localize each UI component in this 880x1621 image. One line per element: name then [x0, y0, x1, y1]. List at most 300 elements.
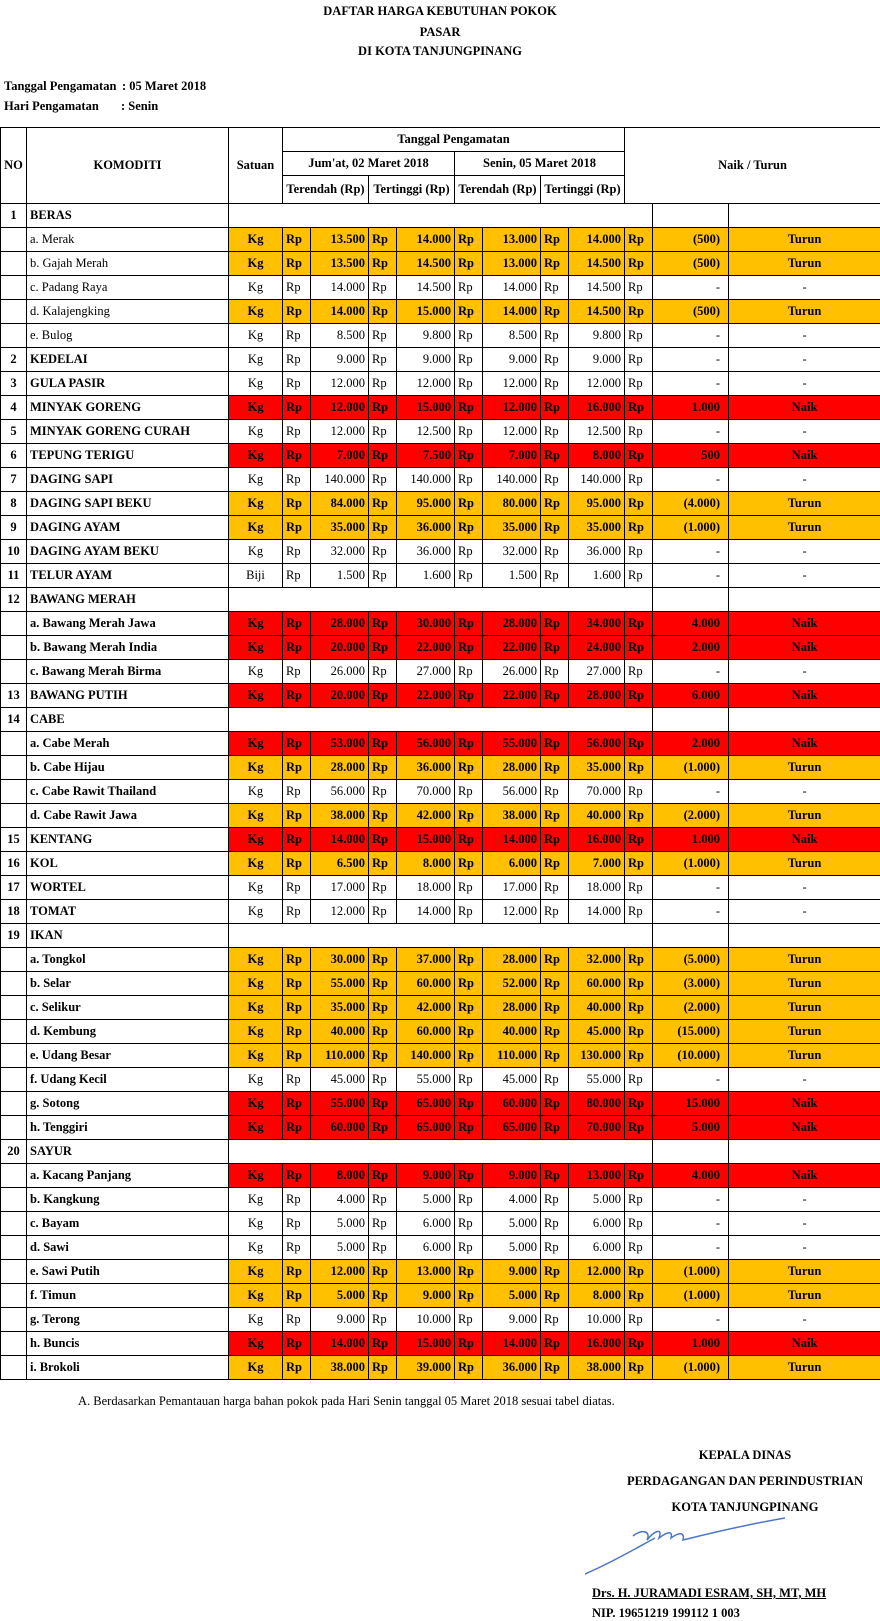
unit: Kg	[229, 228, 283, 252]
change-status: Naik	[729, 1164, 880, 1188]
currency-label: Rp	[625, 828, 653, 852]
price-p1-high: 10.000	[397, 1308, 455, 1332]
price-p2-low: 35.000	[483, 516, 541, 540]
row-number: 6	[1, 444, 27, 468]
price-p2-high: 5.000	[569, 1188, 625, 1212]
commodity-name: c. Cabe Rawit Thailand	[27, 780, 229, 804]
currency-label: Rp	[541, 660, 569, 684]
price-p2-high: 80.000	[569, 1092, 625, 1116]
price-p1-low: 56.000	[311, 780, 369, 804]
observation-day-label: Hari Pengamatan	[4, 99, 99, 113]
price-p2-low: 14.000	[483, 1332, 541, 1356]
currency-label: Rp	[369, 972, 397, 996]
currency-label: Rp	[369, 996, 397, 1020]
currency-label: Rp	[283, 1284, 311, 1308]
change-status: -	[729, 564, 880, 588]
currency-label: Rp	[369, 804, 397, 828]
price-p1-high: 60.000	[397, 1020, 455, 1044]
currency-label: Rp	[283, 516, 311, 540]
price-change: (2.000)	[653, 804, 729, 828]
price-p1-high: 9.000	[397, 1164, 455, 1188]
price-p1-low: 30.000	[311, 948, 369, 972]
currency-label: Rp	[541, 948, 569, 972]
currency-label: Rp	[541, 804, 569, 828]
group-row	[1, 708, 880, 732]
unit: Kg	[229, 252, 283, 276]
currency-label: Rp	[625, 300, 653, 324]
commodity-name: BAWANG MERAH	[27, 588, 229, 612]
observation-date-label: Tanggal Pengamatan	[4, 79, 117, 93]
currency-label: Rp	[541, 732, 569, 756]
currency-label: Rp	[369, 1188, 397, 1212]
price-change: -	[653, 348, 729, 372]
group-spacer	[229, 588, 653, 612]
price-change: -	[653, 1068, 729, 1092]
price-p2-low: 1.500	[483, 564, 541, 588]
currency-label: Rp	[369, 252, 397, 276]
header-p1-high: Tertinggi (Rp)	[369, 176, 455, 204]
price-p1-high: 14.500	[397, 276, 455, 300]
currency-label: Rp	[625, 996, 653, 1020]
currency-label: Rp	[625, 804, 653, 828]
commodity-name: TOMAT	[27, 900, 229, 924]
price-p1-low: 14.000	[311, 276, 369, 300]
unit: Kg	[229, 996, 283, 1020]
price-p1-high: 60.000	[397, 972, 455, 996]
price-p1-high: 42.000	[397, 996, 455, 1020]
table-row	[1, 300, 880, 324]
price-p2-high: 38.000	[569, 1356, 625, 1380]
group-spacer	[653, 588, 729, 612]
currency-label: Rp	[283, 612, 311, 636]
currency-label: Rp	[369, 876, 397, 900]
group-spacer	[653, 924, 729, 948]
currency-label: Rp	[283, 252, 311, 276]
price-p2-low: 12.000	[483, 900, 541, 924]
currency-label: Rp	[541, 444, 569, 468]
price-p1-low: 9.000	[311, 1308, 369, 1332]
price-p1-high: 55.000	[397, 1068, 455, 1092]
change-status: -	[729, 468, 880, 492]
price-p1-high: 5.000	[397, 1188, 455, 1212]
price-p2-high: 24.000	[569, 636, 625, 660]
currency-label: Rp	[283, 660, 311, 684]
commodity-name: TEPUNG TERIGU	[27, 444, 229, 468]
row-number: 20	[1, 1140, 27, 1164]
currency-label: Rp	[283, 540, 311, 564]
price-p2-high: 16.000	[569, 828, 625, 852]
commodity-name: e. Bulog	[27, 324, 229, 348]
commodity-name: c. Bayam	[27, 1212, 229, 1236]
price-p1-high: 27.000	[397, 660, 455, 684]
commodity-name: a. Merak	[27, 228, 229, 252]
change-status: Turun	[729, 1284, 880, 1308]
commodity-name: a. Kacang Panjang	[27, 1164, 229, 1188]
currency-label: Rp	[455, 684, 483, 708]
table-row	[1, 396, 880, 420]
price-p2-high: 32.000	[569, 948, 625, 972]
currency-label: Rp	[455, 1116, 483, 1140]
table-row	[1, 348, 880, 372]
price-p2-low: 14.000	[483, 300, 541, 324]
price-p2-high: 14.500	[569, 252, 625, 276]
table-row	[1, 972, 880, 996]
currency-label: Rp	[283, 324, 311, 348]
group-spacer	[229, 204, 653, 228]
currency-label: Rp	[455, 348, 483, 372]
currency-label: Rp	[455, 372, 483, 396]
row-number: 7	[1, 468, 27, 492]
price-p2-low: 13.000	[483, 228, 541, 252]
currency-label: Rp	[541, 564, 569, 588]
currency-label: Rp	[455, 1332, 483, 1356]
currency-label: Rp	[369, 852, 397, 876]
price-change: 6.000	[653, 684, 729, 708]
currency-label: Rp	[541, 252, 569, 276]
unit: Kg	[229, 1116, 283, 1140]
unit: Kg	[229, 876, 283, 900]
price-change: (3.000)	[653, 972, 729, 996]
price-p2-high: 12.000	[569, 372, 625, 396]
currency-label: Rp	[455, 972, 483, 996]
row-number: 16	[1, 852, 27, 876]
group-spacer	[653, 1140, 729, 1164]
change-status: Naik	[729, 636, 880, 660]
currency-label: Rp	[625, 1020, 653, 1044]
price-p1-high: 13.000	[397, 1260, 455, 1284]
price-change: 4.000	[653, 1164, 729, 1188]
price-p2-high: 35.000	[569, 516, 625, 540]
price-p2-high: 14.500	[569, 300, 625, 324]
commodity-name: WORTEL	[27, 876, 229, 900]
price-p2-low: 13.000	[483, 252, 541, 276]
change-status: -	[729, 372, 880, 396]
commodity-name: KENTANG	[27, 828, 229, 852]
price-p1-high: 7.500	[397, 444, 455, 468]
price-change: -	[653, 1212, 729, 1236]
currency-label: Rp	[369, 1092, 397, 1116]
row-number	[1, 324, 27, 348]
currency-label: Rp	[541, 1332, 569, 1356]
price-p1-high: 12.500	[397, 420, 455, 444]
unit: Kg	[229, 1284, 283, 1308]
row-number: 12	[1, 588, 27, 612]
price-p2-high: 6.000	[569, 1236, 625, 1260]
price-p2-low: 5.000	[483, 1284, 541, 1308]
price-p2-high: 27.000	[569, 660, 625, 684]
price-p2-high: 13.000	[569, 1164, 625, 1188]
row-number	[1, 1188, 27, 1212]
price-p1-high: 65.000	[397, 1116, 455, 1140]
table-row	[1, 420, 880, 444]
price-p1-low: 84.000	[311, 492, 369, 516]
currency-label: Rp	[541, 420, 569, 444]
currency-label: Rp	[455, 444, 483, 468]
currency-label: Rp	[369, 372, 397, 396]
currency-label: Rp	[369, 1332, 397, 1356]
change-status: Turun	[729, 492, 880, 516]
unit: Kg	[229, 972, 283, 996]
row-number: 14	[1, 708, 27, 732]
price-change: 2.000	[653, 732, 729, 756]
price-p2-low: 36.000	[483, 1356, 541, 1380]
price-p2-low: 32.000	[483, 540, 541, 564]
currency-label: Rp	[625, 684, 653, 708]
commodity-name: GULA PASIR	[27, 372, 229, 396]
currency-label: Rp	[369, 516, 397, 540]
price-p1-low: 9.000	[311, 348, 369, 372]
price-p2-high: 35.000	[569, 756, 625, 780]
price-p1-high: 95.000	[397, 492, 455, 516]
change-status: -	[729, 276, 880, 300]
change-status: -	[729, 1068, 880, 1092]
row-number	[1, 1356, 27, 1380]
row-number: 5	[1, 420, 27, 444]
header-p2-low: Terendah (Rp)	[455, 176, 541, 204]
currency-label: Rp	[541, 1092, 569, 1116]
price-p1-low: 5.000	[311, 1236, 369, 1260]
currency-label: Rp	[541, 1212, 569, 1236]
row-number: 3	[1, 372, 27, 396]
currency-label: Rp	[369, 1044, 397, 1068]
change-status: Turun	[729, 252, 880, 276]
currency-label: Rp	[369, 492, 397, 516]
price-p1-high: 14.000	[397, 228, 455, 252]
unit: Kg	[229, 372, 283, 396]
row-number: 15	[1, 828, 27, 852]
commodity-name: IKAN	[27, 924, 229, 948]
table-row	[1, 876, 880, 900]
table-row	[1, 1236, 880, 1260]
commodity-name: b. Gajah Merah	[27, 252, 229, 276]
currency-label: Rp	[625, 420, 653, 444]
commodity-name: d. Kalajengking	[27, 300, 229, 324]
currency-label: Rp	[625, 876, 653, 900]
price-p1-high: 6.000	[397, 1236, 455, 1260]
commodity-name: c. Padang Raya	[27, 276, 229, 300]
price-p2-low: 9.000	[483, 1308, 541, 1332]
currency-label: Rp	[541, 1236, 569, 1260]
currency-label: Rp	[283, 996, 311, 1020]
currency-label: Rp	[369, 1116, 397, 1140]
change-status: -	[729, 540, 880, 564]
currency-label: Rp	[369, 1212, 397, 1236]
row-number	[1, 1260, 27, 1284]
header-p2-high: Tertinggi (Rp)	[541, 176, 625, 204]
price-p1-high: 39.000	[397, 1356, 455, 1380]
currency-label: Rp	[369, 948, 397, 972]
commodity-name: MINYAK GORENG CURAH	[27, 420, 229, 444]
currency-label: Rp	[455, 732, 483, 756]
unit: Kg	[229, 540, 283, 564]
currency-label: Rp	[455, 1188, 483, 1212]
price-change: (2.000)	[653, 996, 729, 1020]
commodity-name: DAGING AYAM BEKU	[27, 540, 229, 564]
commodity-name: b. Kangkung	[27, 1188, 229, 1212]
price-change: (1.000)	[653, 516, 729, 540]
price-p2-high: 8.000	[569, 444, 625, 468]
price-change: (1.000)	[653, 1260, 729, 1284]
row-number: 17	[1, 876, 27, 900]
group-spacer	[229, 708, 653, 732]
currency-label: Rp	[625, 900, 653, 924]
price-p1-high: 9.000	[397, 348, 455, 372]
price-change: -	[653, 1188, 729, 1212]
currency-label: Rp	[455, 1356, 483, 1380]
price-p1-high: 36.000	[397, 516, 455, 540]
unit: Kg	[229, 516, 283, 540]
currency-label: Rp	[625, 324, 653, 348]
price-p2-low: 5.000	[483, 1236, 541, 1260]
commodity-name: DAGING AYAM	[27, 516, 229, 540]
change-status: -	[729, 1212, 880, 1236]
commodity-name: a. Tongkol	[27, 948, 229, 972]
commodity-name: BERAS	[27, 204, 229, 228]
commodity-name: i. Brokoli	[27, 1356, 229, 1380]
change-status: Naik	[729, 1092, 880, 1116]
currency-label: Rp	[283, 420, 311, 444]
change-status: Naik	[729, 612, 880, 636]
currency-label: Rp	[541, 300, 569, 324]
currency-label: Rp	[455, 1212, 483, 1236]
unit: Kg	[229, 396, 283, 420]
currency-label: Rp	[625, 1332, 653, 1356]
price-p1-low: 20.000	[311, 684, 369, 708]
currency-label: Rp	[283, 276, 311, 300]
row-number: 2	[1, 348, 27, 372]
handwritten-signature	[585, 1516, 785, 1576]
price-p2-low: 110.000	[483, 1044, 541, 1068]
currency-label: Rp	[455, 1092, 483, 1116]
signatory-title3: KOTA TANJUNGPINANG	[671, 1500, 819, 1514]
row-number: 10	[1, 540, 27, 564]
currency-label: Rp	[625, 228, 653, 252]
commodity-name: MINYAK GORENG	[27, 396, 229, 420]
commodity-name: g. Terong	[27, 1308, 229, 1332]
change-status: Turun	[729, 948, 880, 972]
price-p2-low: 55.000	[483, 732, 541, 756]
table-row	[1, 660, 880, 684]
signatory-title1: KEPALA DINAS	[698, 1448, 792, 1462]
commodity-name: b. Bawang Merah India	[27, 636, 229, 660]
currency-label: Rp	[541, 540, 569, 564]
group-spacer	[729, 588, 880, 612]
change-status: Turun	[729, 228, 880, 252]
table-row	[1, 1356, 880, 1380]
currency-label: Rp	[625, 732, 653, 756]
doc-title-line1: DAFTAR HARGA KEBUTUHAN POKOK	[323, 4, 557, 18]
observation-day	[4, 99, 158, 114]
currency-label: Rp	[283, 636, 311, 660]
row-number: 8	[1, 492, 27, 516]
price-p1-high: 14.000	[397, 900, 455, 924]
price-p2-low: 56.000	[483, 780, 541, 804]
table-row	[1, 564, 880, 588]
currency-label: Rp	[625, 372, 653, 396]
change-status: Naik	[729, 684, 880, 708]
price-p2-high: 14.000	[569, 228, 625, 252]
unit: Kg	[229, 828, 283, 852]
row-number	[1, 1044, 27, 1068]
change-status: -	[729, 348, 880, 372]
price-p2-low: 60.000	[483, 1092, 541, 1116]
currency-label: Rp	[283, 684, 311, 708]
table-row	[1, 324, 880, 348]
currency-label: Rp	[369, 276, 397, 300]
price-change: 4.000	[653, 612, 729, 636]
currency-label: Rp	[455, 852, 483, 876]
currency-label: Rp	[541, 900, 569, 924]
row-number	[1, 1332, 27, 1356]
change-status: Turun	[729, 1356, 880, 1380]
footnote: A. Berdasarkan Pemantauan harga bahan pokok pada Hari Senin tanggal 05 Maret 2018 sesuai tabel diatas.	[78, 1394, 615, 1408]
unit: Kg	[229, 1356, 283, 1380]
price-p1-high: 22.000	[397, 684, 455, 708]
unit: Kg	[229, 1092, 283, 1116]
table-row	[1, 948, 880, 972]
price-p2-high: 45.000	[569, 1020, 625, 1044]
currency-label: Rp	[283, 876, 311, 900]
currency-label: Rp	[283, 564, 311, 588]
currency-label: Rp	[541, 1116, 569, 1140]
price-change: (1.000)	[653, 1284, 729, 1308]
unit: Kg	[229, 420, 283, 444]
currency-label: Rp	[625, 780, 653, 804]
unit: Kg	[229, 660, 283, 684]
currency-label: Rp	[283, 1044, 311, 1068]
currency-label: Rp	[369, 420, 397, 444]
currency-label: Rp	[455, 636, 483, 660]
commodity-name: a. Cabe Merah	[27, 732, 229, 756]
currency-label: Rp	[541, 996, 569, 1020]
price-p1-low: 14.000	[311, 300, 369, 324]
change-status: Naik	[729, 1332, 880, 1356]
change-status: Turun	[729, 804, 880, 828]
price-p1-low: 13.500	[311, 228, 369, 252]
commodity-name: h. Buncis	[27, 1332, 229, 1356]
price-p1-low: 38.000	[311, 804, 369, 828]
price-p1-high: 12.000	[397, 372, 455, 396]
group-spacer	[729, 924, 880, 948]
table-row	[1, 1284, 880, 1308]
price-change: -	[653, 900, 729, 924]
group-spacer	[729, 204, 880, 228]
currency-label: Rp	[455, 804, 483, 828]
row-number	[1, 996, 27, 1020]
currency-label: Rp	[455, 1068, 483, 1092]
price-p1-low: 5.000	[311, 1284, 369, 1308]
price-p2-high: 16.000	[569, 1332, 625, 1356]
price-p1-low: 1.500	[311, 564, 369, 588]
change-status: -	[729, 660, 880, 684]
price-p2-low: 7.000	[483, 444, 541, 468]
table-row	[1, 468, 880, 492]
unit: Kg	[229, 1212, 283, 1236]
price-p2-high: 140.000	[569, 468, 625, 492]
price-p1-low: 110.000	[311, 1044, 369, 1068]
header-p1-low: Terendah (Rp)	[283, 176, 369, 204]
currency-label: Rp	[625, 564, 653, 588]
currency-label: Rp	[625, 252, 653, 276]
header-period1: Jum'at, 02 Maret 2018	[283, 152, 455, 176]
currency-label: Rp	[283, 348, 311, 372]
currency-label: Rp	[455, 780, 483, 804]
currency-label: Rp	[541, 372, 569, 396]
currency-label: Rp	[369, 564, 397, 588]
currency-label: Rp	[369, 444, 397, 468]
currency-label: Rp	[541, 1356, 569, 1380]
change-status: -	[729, 1308, 880, 1332]
